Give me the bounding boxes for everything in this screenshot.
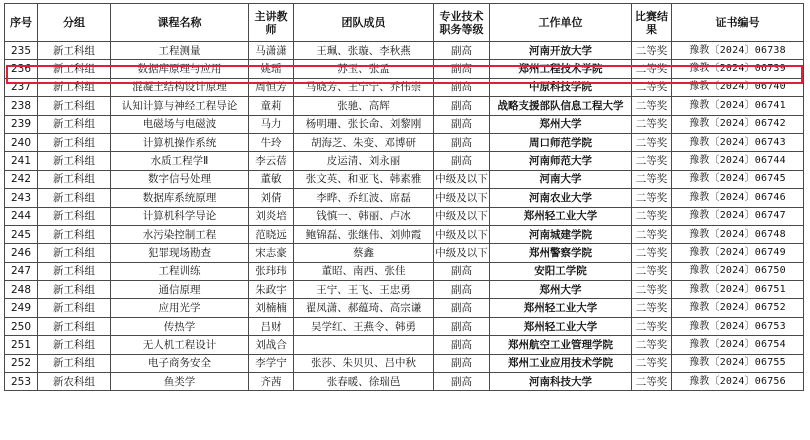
team-cell: 翟凤潇、郝蕴琦、高宗谦 <box>294 299 434 317</box>
course-cell: 应用光学 <box>111 299 249 317</box>
result-cell: 二等奖 <box>632 189 672 207</box>
rank-cell: 中级及以下 <box>434 170 490 188</box>
header-team: 团队成员 <box>294 4 434 42</box>
team-cell: 马晓芳、王宁宁、乔伟崇 <box>294 78 434 96</box>
employer-cell: 河南科技大学 <box>490 373 632 391</box>
course-cell: 混凝土结构设计原理 <box>111 78 249 96</box>
table-row <box>5 317 804 335</box>
result-cell: 二等奖 <box>632 78 672 96</box>
rank-cell: 副高 <box>434 115 490 133</box>
rank-cell: 副高 <box>434 336 490 354</box>
group-cell: 新工科组 <box>38 189 111 207</box>
header-title-rank: 专业技术职务等级 <box>434 4 490 42</box>
table-row <box>5 281 804 299</box>
team-cell: 张文英、和亚飞、韩素雅 <box>294 170 434 188</box>
employer-cell: 郑州工程技术学院 <box>490 60 632 78</box>
group-cell: 新工科组 <box>38 42 111 60</box>
course-cell: 电磁场与电磁波 <box>111 115 249 133</box>
group-cell: 新工科组 <box>38 299 111 317</box>
teacher-cell: 李学宁 <box>249 354 294 372</box>
table-row <box>5 97 804 115</box>
cert-cell: 豫教〔2024〕06754 <box>672 336 804 354</box>
table-row <box>5 115 804 133</box>
group-cell: 新工科组 <box>38 317 111 335</box>
course-cell: 鱼类学 <box>111 373 249 391</box>
cert-cell: 豫教〔2024〕06755 <box>672 354 804 372</box>
team-cell: 皮运清、刘永丽 <box>294 152 434 170</box>
result-cell: 二等奖 <box>632 262 672 280</box>
team-cell: 张莎、朱贝贝、吕中秋 <box>294 354 434 372</box>
team-cell: 张春暖、徐瑞邑 <box>294 373 434 391</box>
rank-cell: 中级及以下 <box>434 225 490 243</box>
rank-cell: 副高 <box>434 42 490 60</box>
course-cell: 通信原理 <box>111 281 249 299</box>
rank-cell: 副高 <box>434 262 490 280</box>
table-row <box>5 299 804 317</box>
group-cell: 新农科组 <box>38 373 111 391</box>
course-cell: 传热学 <box>111 317 249 335</box>
table-row <box>5 354 804 372</box>
teacher-cell: 牛玲 <box>249 133 294 151</box>
employer-cell: 郑州工业应用技术学院 <box>490 354 632 372</box>
cert-cell: 豫教〔2024〕06746 <box>672 189 804 207</box>
team-cell: 钱慎一、韩丽、卢冰 <box>294 207 434 225</box>
rank-cell: 副高 <box>434 152 490 170</box>
group-cell: 新工科组 <box>38 281 111 299</box>
employer-cell: 郑州警察学院 <box>490 244 632 262</box>
cert-cell: 豫教〔2024〕06739 <box>672 60 804 78</box>
team-cell: 董昭、南西、张佳 <box>294 262 434 280</box>
teacher-cell: 刘战合 <box>249 336 294 354</box>
seq-cell: 249 <box>5 299 38 317</box>
seq-cell: 251 <box>5 336 38 354</box>
header-result: 比赛结果 <box>632 4 672 42</box>
teacher-cell: 齐茜 <box>249 373 294 391</box>
team-cell: 苏玉、张孟 <box>294 60 434 78</box>
header-course: 课程名称 <box>111 4 249 42</box>
seq-cell: 237 <box>5 78 38 96</box>
result-cell: 二等奖 <box>632 97 672 115</box>
course-cell: 电子商务安全 <box>111 354 249 372</box>
course-cell: 数据库原理与应用 <box>111 60 249 78</box>
cert-cell: 豫教〔2024〕06752 <box>672 299 804 317</box>
group-cell: 新工科组 <box>38 60 111 78</box>
course-cell: 水污染控制工程 <box>111 225 249 243</box>
table-row <box>5 262 804 280</box>
team-cell: 王宁、王飞、王忠勇 <box>294 281 434 299</box>
result-cell: 二等奖 <box>632 133 672 151</box>
rank-cell: 中级及以下 <box>434 244 490 262</box>
course-cell: 计算机科学导论 <box>111 207 249 225</box>
awards-table <box>4 3 804 391</box>
rank-cell: 副高 <box>434 299 490 317</box>
teacher-cell: 刘倩 <box>249 189 294 207</box>
course-cell: 犯罪现场勘查 <box>111 244 249 262</box>
rank-cell: 中级及以下 <box>434 207 490 225</box>
employer-cell: 中原科技学院 <box>490 78 632 96</box>
group-cell: 新工科组 <box>38 170 111 188</box>
seq-cell: 250 <box>5 317 38 335</box>
table-row <box>5 189 804 207</box>
teacher-cell: 宋志豪 <box>249 244 294 262</box>
result-cell: 二等奖 <box>632 152 672 170</box>
cert-cell: 豫教〔2024〕06744 <box>672 152 804 170</box>
team-cell: 蔡鑫 <box>294 244 434 262</box>
seq-cell: 252 <box>5 354 38 372</box>
result-cell: 二等奖 <box>632 42 672 60</box>
employer-cell: 河南开放大学 <box>490 42 632 60</box>
group-cell: 新工科组 <box>38 354 111 372</box>
teacher-cell: 吕财 <box>249 317 294 335</box>
result-cell: 二等奖 <box>632 281 672 299</box>
seq-cell: 235 <box>5 42 38 60</box>
teacher-cell: 范晓远 <box>249 225 294 243</box>
seq-cell: 242 <box>5 170 38 188</box>
table-row <box>5 336 804 354</box>
result-cell: 二等奖 <box>632 207 672 225</box>
group-cell: 新工科组 <box>38 115 111 133</box>
team-cell: 吴学红、王燕令、韩勇 <box>294 317 434 335</box>
rank-cell: 副高 <box>434 97 490 115</box>
teacher-cell: 董敏 <box>249 170 294 188</box>
cert-cell: 豫教〔2024〕06742 <box>672 115 804 133</box>
seq-cell: 245 <box>5 225 38 243</box>
table-row <box>5 244 804 262</box>
team-cell: 胡海芝、朱变、邓博研 <box>294 133 434 151</box>
table-row <box>5 152 804 170</box>
teacher-cell: 刘炎培 <box>249 207 294 225</box>
teacher-cell: 张玮玮 <box>249 262 294 280</box>
teacher-cell: 马潇潇 <box>249 42 294 60</box>
team-cell: 鲍锦磊、张继伟、刘帅霞 <box>294 225 434 243</box>
course-cell: 认知计算与神经工程导论 <box>111 97 249 115</box>
cert-cell: 豫教〔2024〕06749 <box>672 244 804 262</box>
rank-cell: 副高 <box>434 354 490 372</box>
table-row <box>5 225 804 243</box>
seq-cell: 238 <box>5 97 38 115</box>
group-cell: 新工科组 <box>38 225 111 243</box>
cert-cell: 豫教〔2024〕06751 <box>672 281 804 299</box>
course-cell: 工程测量 <box>111 42 249 60</box>
result-cell: 二等奖 <box>632 225 672 243</box>
header-teacher: 主讲教师 <box>249 4 294 42</box>
employer-cell: 郑州大学 <box>490 281 632 299</box>
employer-cell: 河南师范大学 <box>490 152 632 170</box>
seq-cell: 240 <box>5 133 38 151</box>
employer-cell: 河南城建学院 <box>490 225 632 243</box>
rank-cell: 中级及以下 <box>434 189 490 207</box>
rank-cell: 副高 <box>434 317 490 335</box>
rank-cell: 副高 <box>434 373 490 391</box>
group-cell: 新工科组 <box>38 336 111 354</box>
employer-cell: 河南大学 <box>490 170 632 188</box>
team-cell: 王珮、张璇、李秋燕 <box>294 42 434 60</box>
rank-cell: 副高 <box>434 78 490 96</box>
header-cert: 证书编号 <box>672 4 804 42</box>
seq-cell: 241 <box>5 152 38 170</box>
group-cell: 新工科组 <box>38 262 111 280</box>
teacher-cell: 李云蓓 <box>249 152 294 170</box>
table-row <box>5 170 804 188</box>
group-cell: 新工科组 <box>38 244 111 262</box>
teacher-cell: 朱政宇 <box>249 281 294 299</box>
teacher-cell: 童莉 <box>249 97 294 115</box>
employer-cell: 郑州轻工业大学 <box>490 207 632 225</box>
course-cell: 无人机工程设计 <box>111 336 249 354</box>
employer-cell: 郑州轻工业大学 <box>490 299 632 317</box>
rank-cell: 副高 <box>434 133 490 151</box>
header-employer: 工作单位 <box>490 4 632 42</box>
seq-cell: 236 <box>5 60 38 78</box>
course-cell: 水质工程学Ⅱ <box>111 152 249 170</box>
employer-cell: 郑州航空工业管理学院 <box>490 336 632 354</box>
rank-cell: 副高 <box>434 281 490 299</box>
seq-cell: 244 <box>5 207 38 225</box>
result-cell: 二等奖 <box>632 299 672 317</box>
employer-cell: 战略支援部队信息工程大学 <box>490 97 632 115</box>
group-cell: 新工科组 <box>38 97 111 115</box>
header-row <box>5 4 804 42</box>
employer-cell: 郑州大学 <box>490 115 632 133</box>
cert-cell: 豫教〔2024〕06748 <box>672 225 804 243</box>
teacher-cell: 周恒芳 <box>249 78 294 96</box>
group-cell: 新工科组 <box>38 207 111 225</box>
seq-cell: 247 <box>5 262 38 280</box>
table-row <box>5 373 804 391</box>
seq-cell: 248 <box>5 281 38 299</box>
cert-cell: 豫教〔2024〕06753 <box>672 317 804 335</box>
cert-cell: 豫教〔2024〕06738 <box>672 42 804 60</box>
team-cell: 李晔、乔红波、席磊 <box>294 189 434 207</box>
result-cell: 二等奖 <box>632 373 672 391</box>
course-cell: 计算机操作系统 <box>111 133 249 151</box>
result-cell: 二等奖 <box>632 317 672 335</box>
group-cell: 新工科组 <box>38 152 111 170</box>
result-cell: 二等奖 <box>632 354 672 372</box>
rank-cell: 副高 <box>434 60 490 78</box>
seq-cell: 246 <box>5 244 38 262</box>
table-row <box>5 60 804 78</box>
course-cell: 数据库系统原理 <box>111 189 249 207</box>
cert-cell: 豫教〔2024〕06745 <box>672 170 804 188</box>
teacher-cell: 姚瑶 <box>249 60 294 78</box>
team-cell: 张驰、高辉 <box>294 97 434 115</box>
table-row <box>5 42 804 60</box>
teacher-cell: 马力 <box>249 115 294 133</box>
result-cell: 二等奖 <box>632 170 672 188</box>
employer-cell: 安阳工学院 <box>490 262 632 280</box>
cert-cell: 豫教〔2024〕06750 <box>672 262 804 280</box>
course-cell: 工程训练 <box>111 262 249 280</box>
seq-cell: 253 <box>5 373 38 391</box>
employer-cell: 周口师范学院 <box>490 133 632 151</box>
employer-cell: 河南农业大学 <box>490 189 632 207</box>
cert-cell: 豫教〔2024〕06747 <box>672 207 804 225</box>
cert-cell: 豫教〔2024〕06743 <box>672 133 804 151</box>
group-cell: 新工科组 <box>38 133 111 151</box>
result-cell: 二等奖 <box>632 244 672 262</box>
employer-cell: 郑州轻工业大学 <box>490 317 632 335</box>
cert-cell: 豫教〔2024〕06756 <box>672 373 804 391</box>
seq-cell: 243 <box>5 189 38 207</box>
result-cell: 二等奖 <box>632 336 672 354</box>
header-seq: 序号 <box>5 4 38 42</box>
table-row <box>5 78 804 96</box>
table-row <box>5 207 804 225</box>
teacher-cell: 刘楠楠 <box>249 299 294 317</box>
cert-cell: 豫教〔2024〕06741 <box>672 97 804 115</box>
result-cell: 二等奖 <box>632 60 672 78</box>
table-row <box>5 133 804 151</box>
group-cell: 新工科组 <box>38 78 111 96</box>
cert-cell: 豫教〔2024〕06740 <box>672 78 804 96</box>
team-cell: 杨明珊、张长命、刘黎刚 <box>294 115 434 133</box>
header-group: 分组 <box>38 4 111 42</box>
result-cell: 二等奖 <box>632 115 672 133</box>
team-cell <box>294 336 434 354</box>
course-cell: 数字信号处理 <box>111 170 249 188</box>
seq-cell: 239 <box>5 115 38 133</box>
